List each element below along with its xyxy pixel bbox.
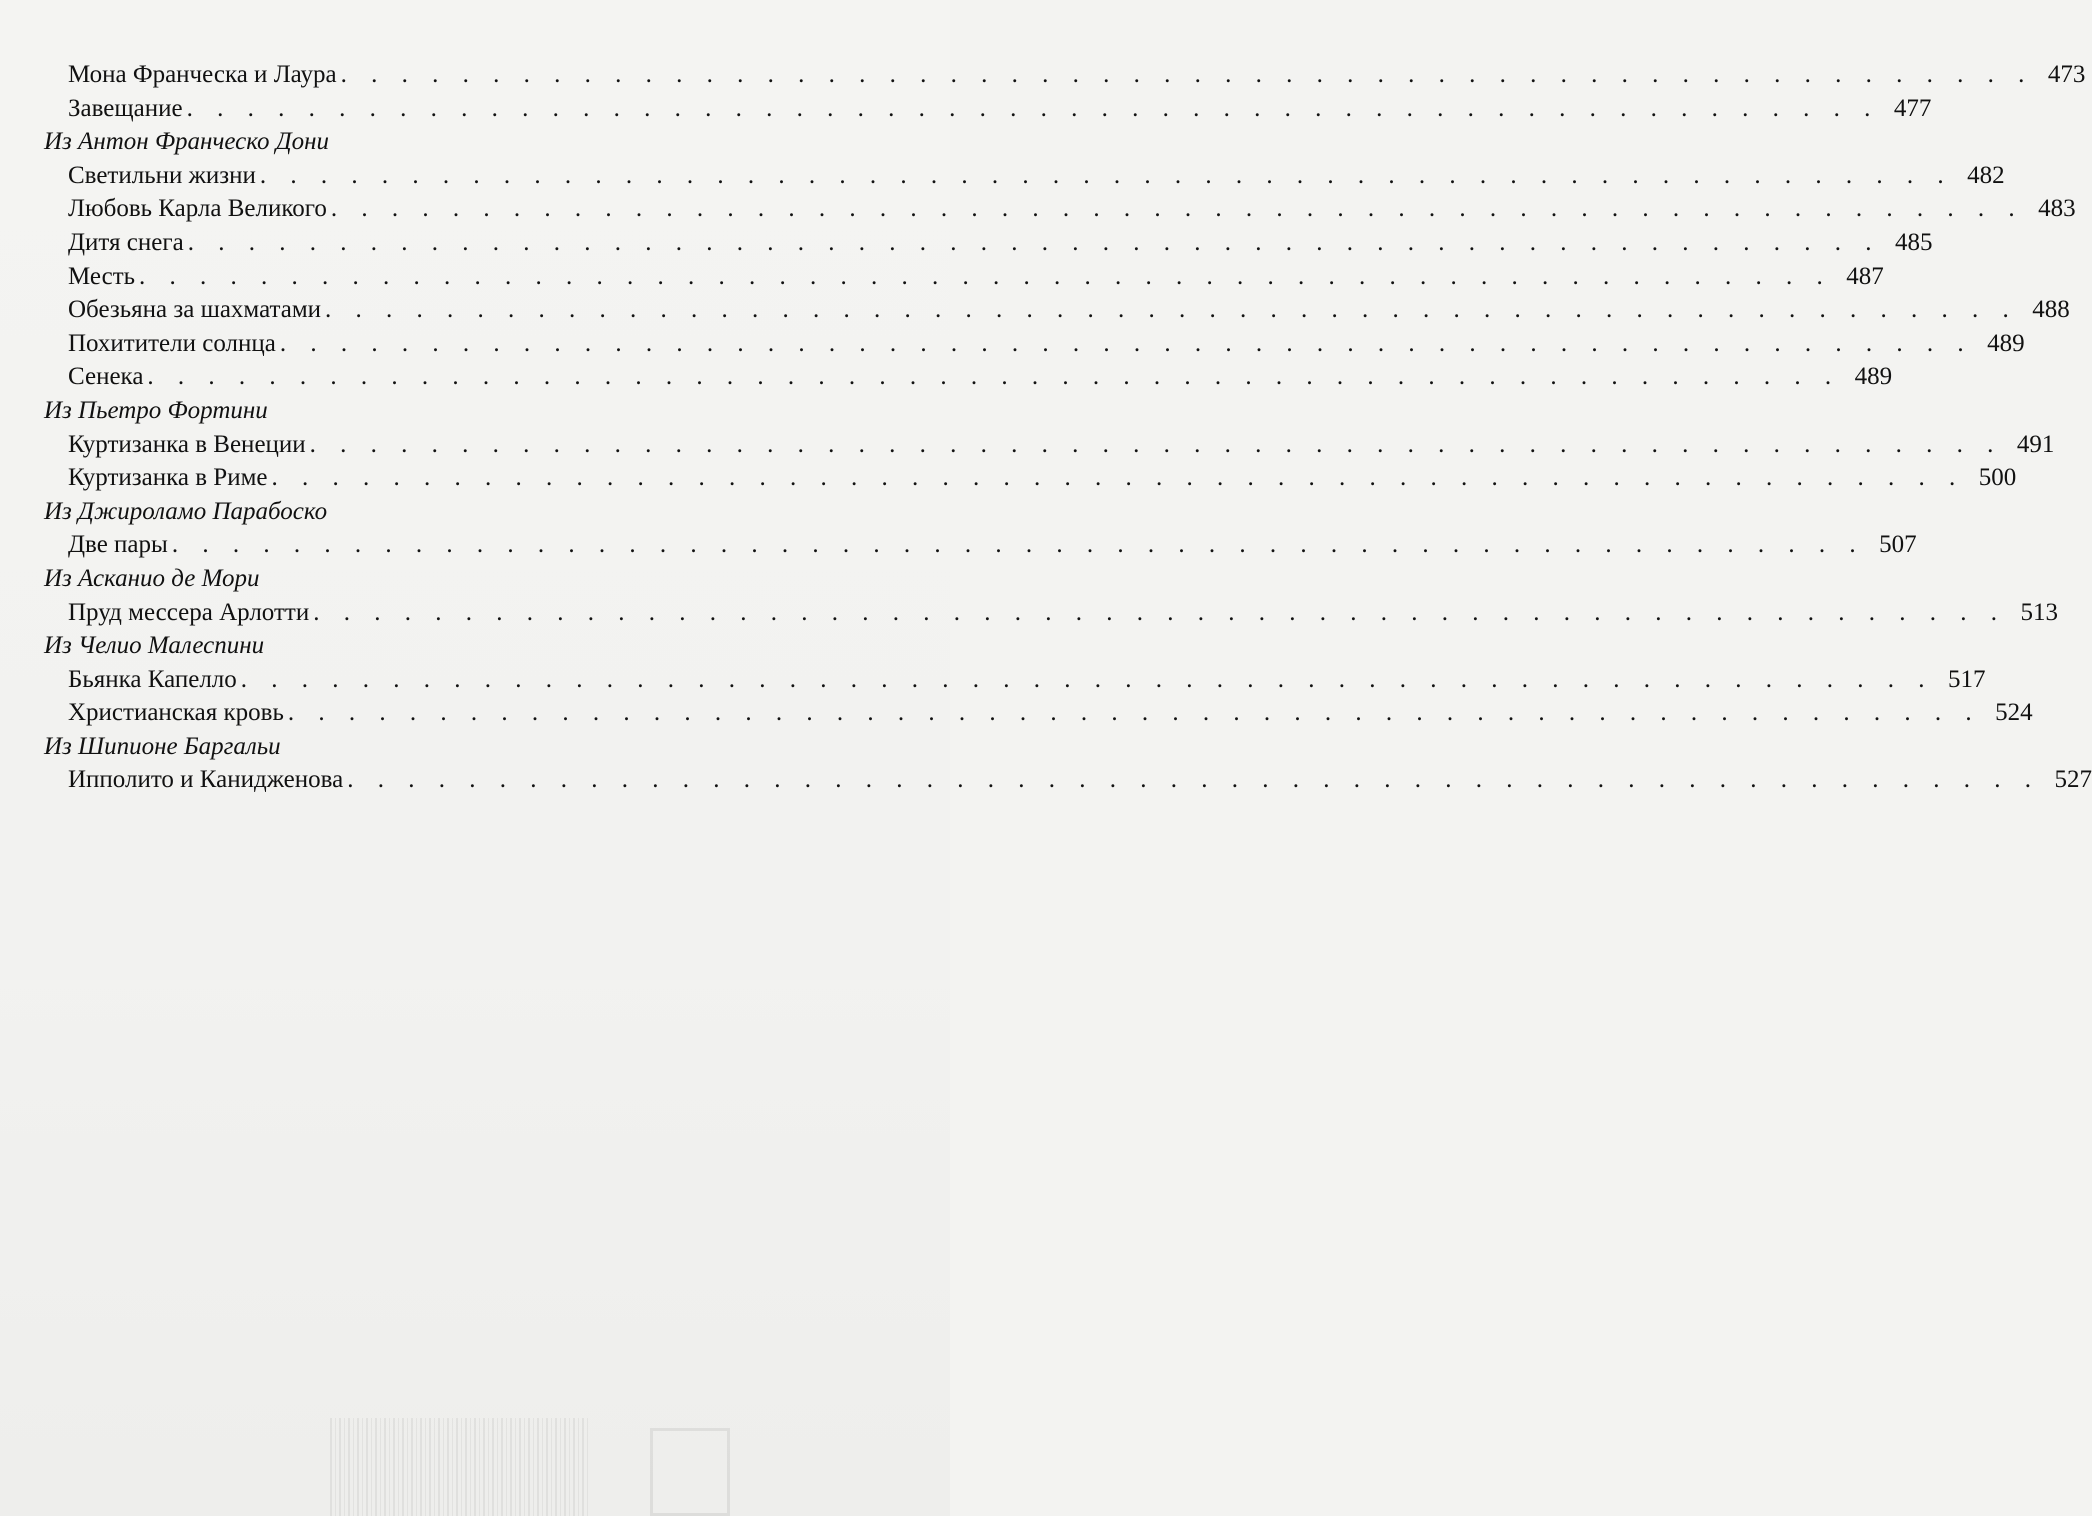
toc-entry <box>44 663 1986 697</box>
entry-title: Сенека <box>68 363 144 391</box>
page-number: 513 <box>2020 598 2058 626</box>
page-number: 517 <box>1948 665 1986 693</box>
toc-entry <box>44 360 1893 394</box>
page-number: 507 <box>1879 531 1917 559</box>
author-heading: Из Антон Франческо Дони <box>44 128 330 156</box>
dot-leader: . . . . . . . . . . . . . . . . . . . . . . . . . . . . . . . . . . . . . . . . . . . . . . . . . . . . . . . . <box>340 61 2034 88</box>
page-number: 483 <box>2038 195 2076 223</box>
entry-title: Христианская кровь <box>68 699 284 727</box>
entry-title: Обезьяна за шахматами <box>68 296 322 324</box>
toc-entry <box>44 226 1933 260</box>
toc-entry <box>44 92 1932 126</box>
bleed-through-barcode <box>330 1418 590 1516</box>
entry-title: Месть <box>68 262 136 290</box>
table-of-contents <box>44 58 2092 797</box>
toc-entry <box>44 260 1884 294</box>
dot-leader: . . . . . . . . . . . . . . . . . . . . . . . . . . . . . . . . . . . . . . . . . . . . . . . . . . . . . . . . <box>147 363 1841 391</box>
page-number: 487 <box>1846 262 1884 290</box>
dot-leader: . . . . . . . . . . . . . . . . . . . . . . . . . . . . . . . . . . . . . . . . . . . . . . . . . . . . . . . . <box>325 296 2018 324</box>
author-heading: Из Шипионе Баргальи <box>44 732 281 760</box>
entry-title: Бьянка Капелло <box>68 665 237 693</box>
dot-leader: . . . . . . . . . . . . . . . . . . . . . . . . . . . . . . . . . . . . . . . . . . . . . . . . . . . . . . . . <box>347 766 2040 794</box>
entry-title: Светильни жизни <box>68 161 256 189</box>
entry-title: Любовь Карла Великого <box>68 195 327 223</box>
page-number: 489 <box>1854 363 1893 391</box>
toc-entry <box>44 461 2017 495</box>
dot-leader: . . . . . . . . . . . . . . . . . . . . . . . . . . . . . . . . . . . . . . . . . . . . . . . . . . . . . . . . <box>309 430 2003 458</box>
dot-leader: . . . . . . . . . . . . . . . . . . . . . . . . . . . . . . . . . . . . . . . . . . . . . . . . . . . . . . . . <box>271 464 1965 492</box>
toc-entry <box>44 58 2086 92</box>
toc-entry <box>44 763 2092 797</box>
author-heading: Из Джироламо Парабоско <box>44 497 328 525</box>
dot-leader: . . . . . . . . . . . . . . . . . . . . . . . . . . . . . . . . . . . . . . . . . . . . . . . . . . . . . . . . <box>240 665 1934 693</box>
author-heading: Из Челио Малеспини <box>44 632 265 660</box>
dot-leader: . . . . . . . . . . . . . . . . . . . . . . . . . . . . . . . . . . . . . . . . . . . . . . . . . . . . . . . . <box>171 531 1865 559</box>
entry-title: Похитители солнца <box>68 329 276 357</box>
page-number: 485 <box>1894 228 1933 256</box>
dot-leader: . . . . . . . . . . . . . . . . . . . . . . . . . . . . . . . . . . . . . . . . . . . . . . . . . . . . . . . . <box>313 598 2006 626</box>
entry-title: Завещание <box>68 94 183 122</box>
toc-entry <box>44 293 2070 327</box>
dot-leader: . . . . . . . . . . . . . . . . . . . . . . . . . . . . . . . . . . . . . . . . . . . . . . . . . . . . . . . . <box>330 195 2024 223</box>
page-number: 477 <box>1893 94 1932 122</box>
author-heading: Из Пьетро Фортини <box>44 396 268 424</box>
toc-entry <box>44 428 2055 462</box>
entry-title: Дитя снега <box>68 228 184 256</box>
dot-leader: . . . . . . . . . . . . . . . . . . . . . . . . . . . . . . . . . . . . . . . . . . . . . . . . . . . . . . . . <box>139 262 1832 290</box>
toc-entry <box>44 596 2058 630</box>
entry-title: Пруд мессера Арлотти <box>68 598 310 626</box>
toc-entry <box>44 192 2076 226</box>
entry-title: Куртизанка в Венеции <box>68 430 306 458</box>
dot-leader: . . . . . . . . . . . . . . . . . . . . . . . . . . . . . . . . . . . . . . . . . . . . . . . . . . . . . . . . <box>287 699 1981 727</box>
dot-leader: . . . . . . . . . . . . . . . . . . . . . . . . . . . . . . . . . . . . . . . . . . . . . . . . . . . . . . . . <box>279 329 1973 357</box>
page-number: 524 <box>1995 699 2033 727</box>
page-number: 527 <box>2054 766 2092 794</box>
page-number: 500 <box>1978 464 2017 492</box>
entry-title: Ипполито и Канидженова <box>68 766 344 794</box>
author-heading: Из Асканио де Мори <box>44 564 260 592</box>
dot-leader: . . . . . . . . . . . . . . . . . . . . . . . . . . . . . . . . . . . . . . . . . . . . . . . . . . . . . . . . <box>259 161 1953 189</box>
page-number: 488 <box>2032 296 2070 324</box>
toc-entry <box>44 159 2005 193</box>
entry-title: Мона Франческа и Лаура <box>68 61 337 88</box>
page-number: 482 <box>1967 161 2005 189</box>
page-number: 489 <box>1987 329 2025 357</box>
page-number: 491 <box>2016 430 2055 458</box>
toc-entry <box>44 327 2025 361</box>
page-number: 473 <box>2047 61 2086 88</box>
entry-title: Куртизанка в Риме <box>68 464 268 492</box>
toc-entry <box>44 696 2033 730</box>
entry-title: Две пары <box>68 531 168 559</box>
dot-leader: . . . . . . . . . . . . . . . . . . . . . . . . . . . . . . . . . . . . . . . . . . . . . . . . . . . . . . . . <box>187 228 1881 256</box>
bleed-through-age-rating-mark <box>650 1428 730 1516</box>
toc-entry <box>44 528 1917 562</box>
dot-leader: . . . . . . . . . . . . . . . . . . . . . . . . . . . . . . . . . . . . . . . . . . . . . . . . . . . . . . . . <box>186 94 1880 122</box>
